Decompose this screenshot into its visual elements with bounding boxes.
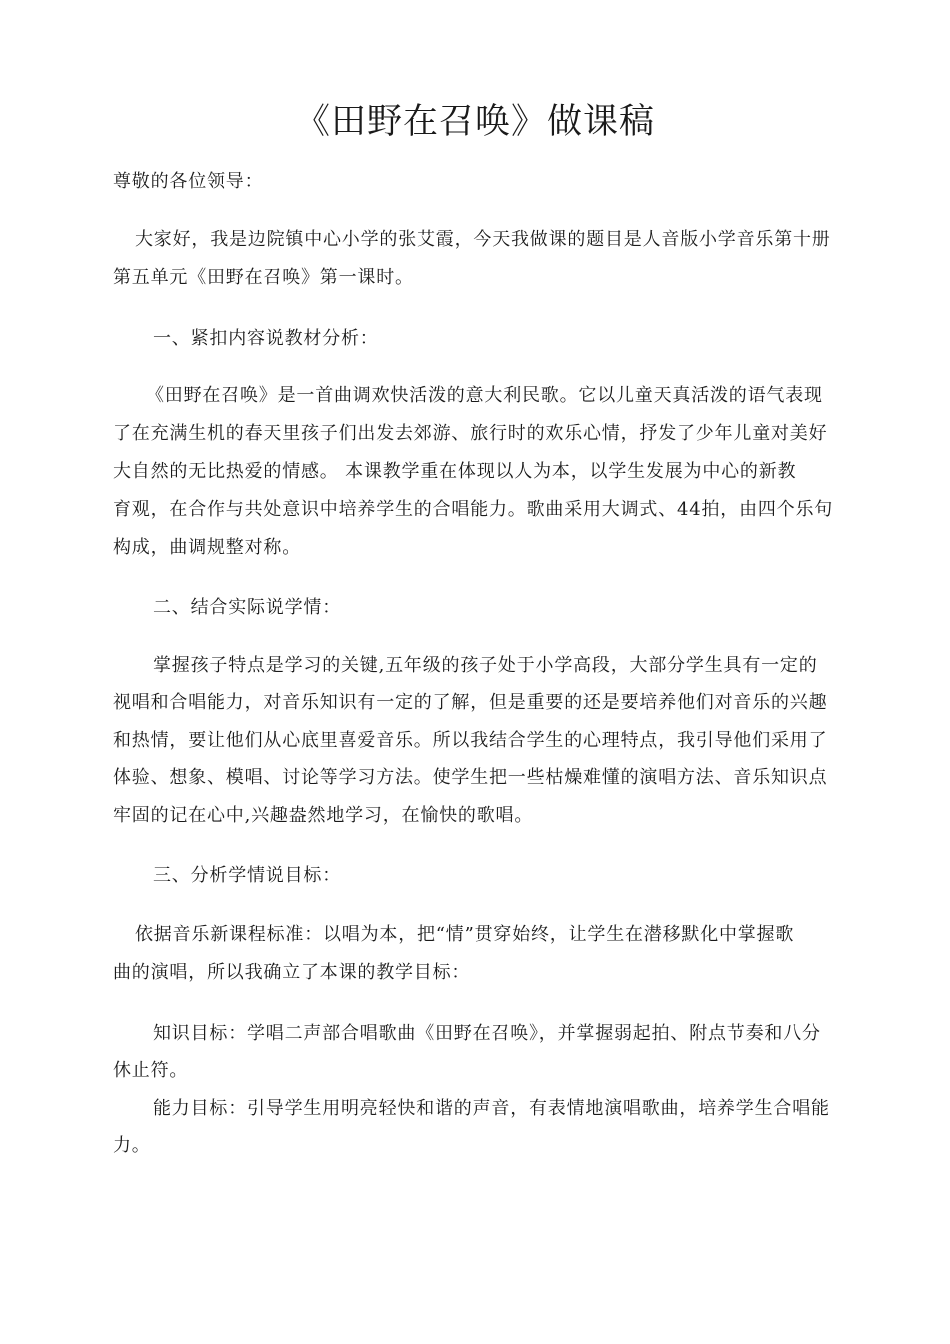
greeting: 尊敬的各位领导： [113,171,264,192]
section-heading: 三、分析学情说目标： [153,865,341,886]
intro-line: 大家好，我是边院镇中心小学的张艾霞，今天我做课的题目是人音版小学音乐第十册 [135,229,831,250]
section-heading: 一、紧扣内容说教材分析： [153,328,379,349]
paragraph-line: 曲的演唱，所以我确立了本课的教学目标： [113,962,471,983]
paragraph-line: 依据音乐新课程标准：以唱为本，把“情”贯穿始终，让学生在潜移默化中掌握歌 [135,924,795,945]
paragraph-line: 牢固的记在心中,兴趣盎然地学习，在愉快的歌唱。 [113,805,534,826]
section-heading: 二、结合实际说学情： [153,597,341,618]
intro-line: 第五单元《田野在召唤》第一课时。 [113,267,414,288]
ability-goal-line: 力。 [113,1135,151,1156]
paragraph-line: 构成，曲调规整对称。 [113,537,301,558]
document-title: 《田野在召唤》做课稿 [294,102,655,142]
paragraph-line: 育观，在合作与共处意识中培养学生的合唱能力。歌曲采用大调式、44拍，由四个乐句 [113,499,834,520]
paragraph-line: 体验、想象、模唱、讨论等学习方法。使学生把一些枯燥难懂的演唱方法、音乐知识点 [113,767,828,788]
paragraph-line: 大自然的无比热爱的情感。 本课教学重在体现以人为本，以学生发展为中心的新教 [113,461,797,482]
knowledge-goal-line: 休止符。 [113,1060,189,1081]
paragraph-line: 视唱和合唱能力，对音乐知识有一定的了解，但是重要的还是要培养他们对音乐的兴趣 [113,692,828,713]
knowledge-goal-line: 知识目标：学唱二声部合唱歌曲《田野在召唤》，并掌握弱起拍、附点节奏和八分 [153,1023,821,1044]
paragraph-line: 掌握孩子特点是学习的关键,五年级的孩子处于小学高段，大部分学生具有一定的 [153,655,818,676]
paragraph-line: 《田野在召唤》是一首曲调欢快活泼的意大利民歌。它以儿童天真活泼的语气表现 [146,385,823,406]
paragraph-line: 和热情，要让他们从心底里喜爱音乐。所以我结合学生的心理特点，我引导他们采用了 [113,730,828,751]
ability-goal-line: 能力目标：引导学生用明亮轻快和谐的声音，有表情地演唱歌曲，培养学生合唱能 [153,1098,830,1119]
paragraph-line: 了在充满生机的春天里孩子们出发去郊游、旅行时的欢乐心情，抒发了少年儿童对美好 [113,423,828,444]
